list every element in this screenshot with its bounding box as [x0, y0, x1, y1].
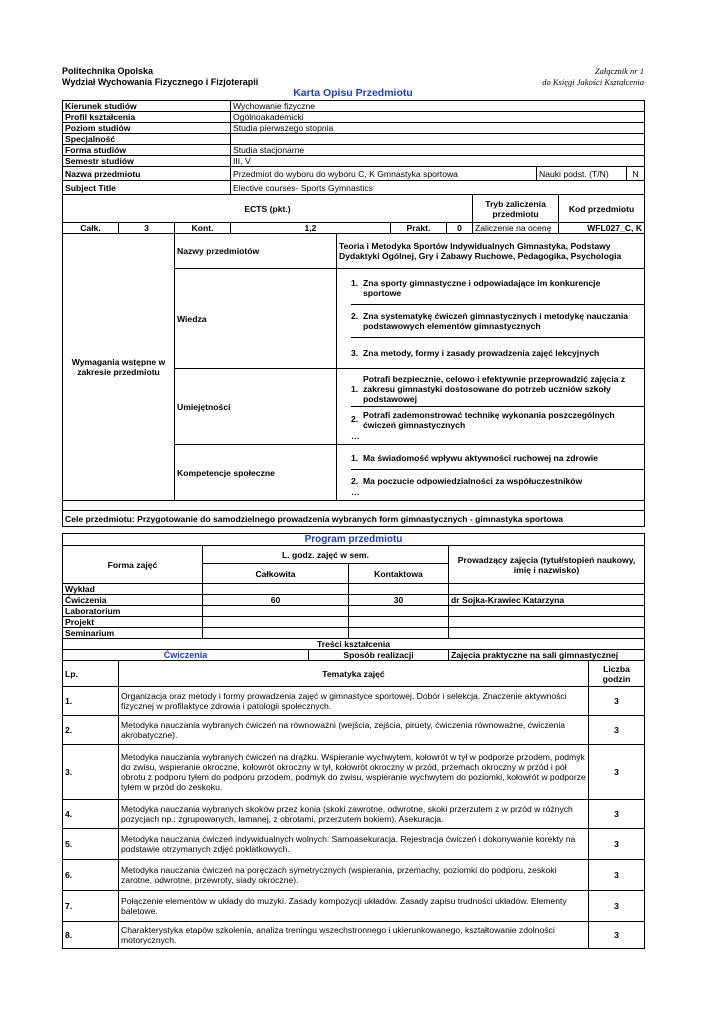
item-number: 2.	[351, 310, 359, 321]
form-name: Laboratorium	[63, 606, 203, 617]
topic-hours: 3	[589, 891, 645, 922]
contact-hours	[349, 606, 449, 617]
teacher	[449, 617, 645, 628]
contact-hours	[349, 628, 449, 639]
topic-lp: 7.	[63, 891, 119, 922]
topic-lp: 2.	[63, 716, 119, 745]
total-hours	[203, 584, 349, 595]
topic-row	[63, 860, 645, 891]
info-value: Ogólnoakademicki	[231, 112, 645, 123]
info-row	[63, 156, 645, 167]
subject-title-row	[63, 181, 645, 195]
attachment-note	[542, 66, 644, 88]
program-table	[62, 533, 645, 639]
topic-text: Metodyka nauczania ćwiczeń na poręczach symetrycznych (wspierania, przemachy, poziomki do podporu, zeskoki zarotne, odwrotne, przewroty, siady okroczne).	[119, 860, 589, 891]
topic-hours: 3	[589, 829, 645, 860]
wiedza-items	[337, 269, 645, 369]
topic-row	[63, 745, 645, 800]
topic-hours: 3	[589, 860, 645, 891]
info-label: Profil kształcenia	[63, 112, 231, 123]
topic-text: Połączenie elementów w układy do muzyki. Zasady kompozycji układów. Zasady zapisu trudności układów. Elementy baletowe.	[119, 891, 589, 922]
topic-row	[63, 891, 645, 922]
kod-value: WFL027_C, K	[559, 223, 645, 234]
item-number: 1.	[351, 384, 359, 394]
item-text: Potrafi bezpiecznie, celowo i efektywnie przeprowadzić zajęcia z zakresu gimnastyki dostosowane do potrzeb uczniów szkoły podstawowej	[363, 374, 626, 404]
card-title: Karta Opisu Przedmiotu	[293, 87, 413, 99]
list-item	[351, 486, 644, 497]
form-name: Ćwiczenia	[63, 595, 203, 606]
topic-row	[63, 716, 645, 745]
course-goal: Cele przedmiotu: Przygotowanie do samodzielnego prowadzenia wybranych form gimnastycznych - gimnastyka sportowa	[63, 511, 645, 527]
item-text: Zna systematykę ćwiczeń gimnastycznych i metodykę nauczania podstawowych elementów gimnastycznych	[363, 310, 629, 331]
program-row	[63, 628, 645, 639]
list-item	[351, 305, 644, 338]
prowadzacy-label: Prowadzący zajęcia (tytuł/stopień naukowy, imię i nazwisko)	[449, 546, 645, 584]
faculty-name: Wydział Wychowania Fizycznego i Fizjoterapii	[62, 77, 259, 87]
teacher: dr Sojka-Krawiec Katarzyna	[449, 595, 645, 606]
total-hours	[203, 628, 349, 639]
form-name: Projekt	[63, 617, 203, 628]
prereq-names-label: Nazwy przedmiotów	[175, 234, 337, 269]
info-row	[63, 112, 645, 123]
hours-label: L. godz. zajęć w sem.	[203, 546, 449, 564]
list-item	[351, 407, 644, 430]
content-table	[62, 638, 645, 949]
ects-label: ECTS (pkt.)	[63, 195, 473, 223]
prakt-label: Prakt.	[391, 223, 447, 234]
topic-hours: 3	[589, 800, 645, 829]
kod-label: Kod przedmiotu	[559, 195, 645, 223]
item-number: …	[351, 487, 360, 497]
item-text: Ma świadomość wpływu aktywności ruchowej na zdrowie	[363, 453, 598, 463]
tryb-value: Zaliczenie na ocenę	[473, 223, 559, 234]
topic-lp: 6.	[63, 860, 119, 891]
requirements-table	[62, 233, 645, 527]
tryb-label: Tryb zaliczenia przedmiotu	[473, 195, 559, 223]
requirements-label: Wymagania wstępne w zakresie przedmiotu	[63, 234, 175, 501]
topic-hours: 3	[589, 745, 645, 800]
topic-lp: 3.	[63, 745, 119, 800]
course-name-value: Przedmiot do wyboru do wyboru C, K Gmnastyka sportowa	[231, 167, 537, 181]
umiejetnosci-label: Umiejętności	[175, 369, 337, 445]
item-number: 2.	[351, 476, 359, 486]
total-hours	[203, 606, 349, 617]
prereq-names-value: Teoria i Metodyka Sportów Indywidualnych Gimnastyka, Podstawy Dydaktyki Ogólnej, Gry i Zabawy Ruchowe, Pedagogika, Psychologia	[337, 234, 645, 269]
subject-title-value: Elective courses- Sports Gymnastics	[231, 181, 645, 195]
form-name: Wykład	[63, 584, 203, 595]
item-number: 3.	[351, 347, 359, 358]
program-title: Program przedmiotu	[63, 534, 645, 546]
topic-row	[63, 800, 645, 829]
method-value: Zajęcia praktyczne na sali gimnastycznej	[449, 650, 645, 661]
topic-row	[63, 687, 645, 716]
info-label: Semestr studiów	[63, 156, 231, 167]
document-header	[62, 0, 644, 100]
method-label: Sposób realizacji	[309, 650, 449, 661]
topic-hours: 3	[589, 716, 645, 745]
topic-text: Organizacja oraz metody i formy prowadzenia zajęć w gimnastyce sportowej. Dobór i selekcja. Znaczenie aktywności fizycznej w profilaktyce zdrowia i patologii społecznych.	[119, 687, 589, 716]
info-value	[231, 134, 645, 145]
kompetencje-items	[337, 445, 645, 501]
course-name-row	[63, 167, 645, 181]
info-value: Wychowanie fizyczne	[231, 101, 645, 112]
total-hours: 60	[203, 595, 349, 606]
course-name-label: Nazwa przedmiotu	[63, 167, 231, 181]
info-label: Kierunek studiów	[63, 101, 231, 112]
kont-value: 1,2	[231, 223, 391, 234]
program-row	[63, 595, 645, 606]
teacher	[449, 606, 645, 617]
hours-count-label: Liczba godzin	[589, 661, 645, 687]
kontaktowa-label: Kontaktowa	[349, 564, 449, 584]
info-row	[63, 145, 645, 156]
info-label: Poziom studiów	[63, 123, 231, 134]
institution-block	[62, 66, 258, 88]
program-row	[63, 617, 645, 628]
document-page	[62, 0, 644, 949]
kompetencje-label: Kompetencje społeczne	[175, 445, 337, 501]
program-row	[63, 606, 645, 617]
subject-title-label: Subject Title	[63, 181, 231, 195]
contact-hours: 30	[349, 595, 449, 606]
lp-label: Lp.	[63, 661, 119, 687]
info-value: III, V	[231, 156, 645, 167]
attachment-line-2: do Księgi Jakości Kształcenia	[542, 77, 644, 87]
topic-label: Tematyka zajęć	[119, 661, 589, 687]
topic-text: Metodyka nauczania ćwiczeń indywidualnych wolnych. Samoasekuracja. Rejestracja ćwiczeń i dokonywanie korekty na podstawie otrzymanych zdjęć poklatkowych.	[119, 829, 589, 860]
contact-hours	[349, 584, 449, 595]
forma-label: Forma zajęć	[63, 546, 203, 584]
list-item	[351, 448, 644, 470]
topic-row	[63, 829, 645, 860]
topic-lp: 5.	[63, 829, 119, 860]
content-title: Treści kształcenia	[63, 639, 645, 650]
topic-lp: 1.	[63, 687, 119, 716]
list-item	[351, 372, 644, 407]
umiejetnosci-items	[337, 369, 645, 445]
program-row	[63, 584, 645, 595]
info-table	[62, 100, 645, 195]
teacher	[449, 628, 645, 639]
calkowita-label: Całkowita	[203, 564, 349, 584]
kont-label: Kont.	[175, 223, 231, 234]
university-name: Politechnika Opolska	[62, 66, 154, 76]
list-item	[351, 430, 644, 441]
item-text: Zna metody, formy i zasady prowadzenia zajęć lekcyjnych	[363, 347, 600, 358]
total-hours	[203, 617, 349, 628]
contact-hours	[349, 617, 449, 628]
topic-hours: 3	[589, 922, 645, 949]
info-row	[63, 101, 645, 112]
content-type: Ćwiczenia	[63, 650, 309, 661]
info-value: Studia stacjonarne	[231, 145, 645, 156]
item-number: …	[351, 431, 360, 441]
nauki-label: Nauki podst. (T/N)	[537, 167, 627, 181]
prakt-value: 0	[447, 223, 473, 234]
topic-text: Metodyka nauczania wybranych skoków przez konia (skoki zawrotne, odwrotne, skoki przerzutem z w przód w różnych pozycjach np.: zgrupowanych, łamanej, z obrotami, przerzutem bokiem). Asekuracja.	[119, 800, 589, 829]
spacer-row	[63, 501, 645, 511]
info-label: Specjalność	[63, 134, 231, 145]
info-value: Studia pierwszego stopnia	[231, 123, 645, 134]
topic-lp: 4.	[63, 800, 119, 829]
topic-text: Charakterystyka etapów szkolenia, analiza treningu wszechstronnego i ukierunkowanego, kształtowanie zdolności motorycznych.	[119, 922, 589, 949]
calk-label: Całk.	[63, 223, 119, 234]
topic-hours: 3	[589, 687, 645, 716]
topic-text: Metodyka nauczania wybranych ćwiczeń na równoważni (wejścia, zejścia, piruety, ćwiczenia równoważne, ćwiczenia akrobatyczne).	[119, 716, 589, 745]
list-item	[351, 470, 644, 486]
info-label: Forma studiów	[63, 145, 231, 156]
list-item	[351, 274, 644, 305]
nauki-value: N	[627, 167, 645, 181]
item-number: 2.	[351, 414, 359, 424]
info-row	[63, 134, 645, 145]
item-text: Zna sporty gimnastyczne i odpowiadające im konkurencje sportowe	[363, 277, 601, 298]
wiedza-label: Wiedza	[175, 269, 337, 369]
ects-table	[62, 194, 645, 234]
attachment-line-1: Załącznik nr 1	[594, 66, 644, 76]
item-number: 1.	[351, 453, 359, 463]
topic-row	[63, 922, 645, 949]
topic-lp: 8.	[63, 922, 119, 949]
list-item	[351, 338, 644, 364]
teacher	[449, 584, 645, 595]
item-text: Potrafi zademonstrować technikę wykonania poszczególnych ćwiczeń gimnastycznych	[363, 410, 615, 430]
item-number: 1.	[351, 277, 359, 288]
calk-value: 3	[119, 223, 175, 234]
info-row	[63, 123, 645, 134]
form-name: Seminarium	[63, 628, 203, 639]
item-text: Ma poczucie odpowiedzialności za współuczestników	[363, 476, 583, 486]
topic-text: Metodyka nauczania wybranych ćwiczeń na drążku. Wspieranie wychwytem, kołowrót w tył w podporze przodem, podmyk do zwisu, wspieranie okroczne, kołowrót okroczny w tył, kołowrót okroczny w przód, przemach okroczny w przód i pół obrotu z podporu tyłem do podporu przodem, podmyk do zwisu, wspieranie wychwytem do poziomki, kołowrót w podporze tyłem w przód do zeskoku.	[119, 745, 589, 800]
